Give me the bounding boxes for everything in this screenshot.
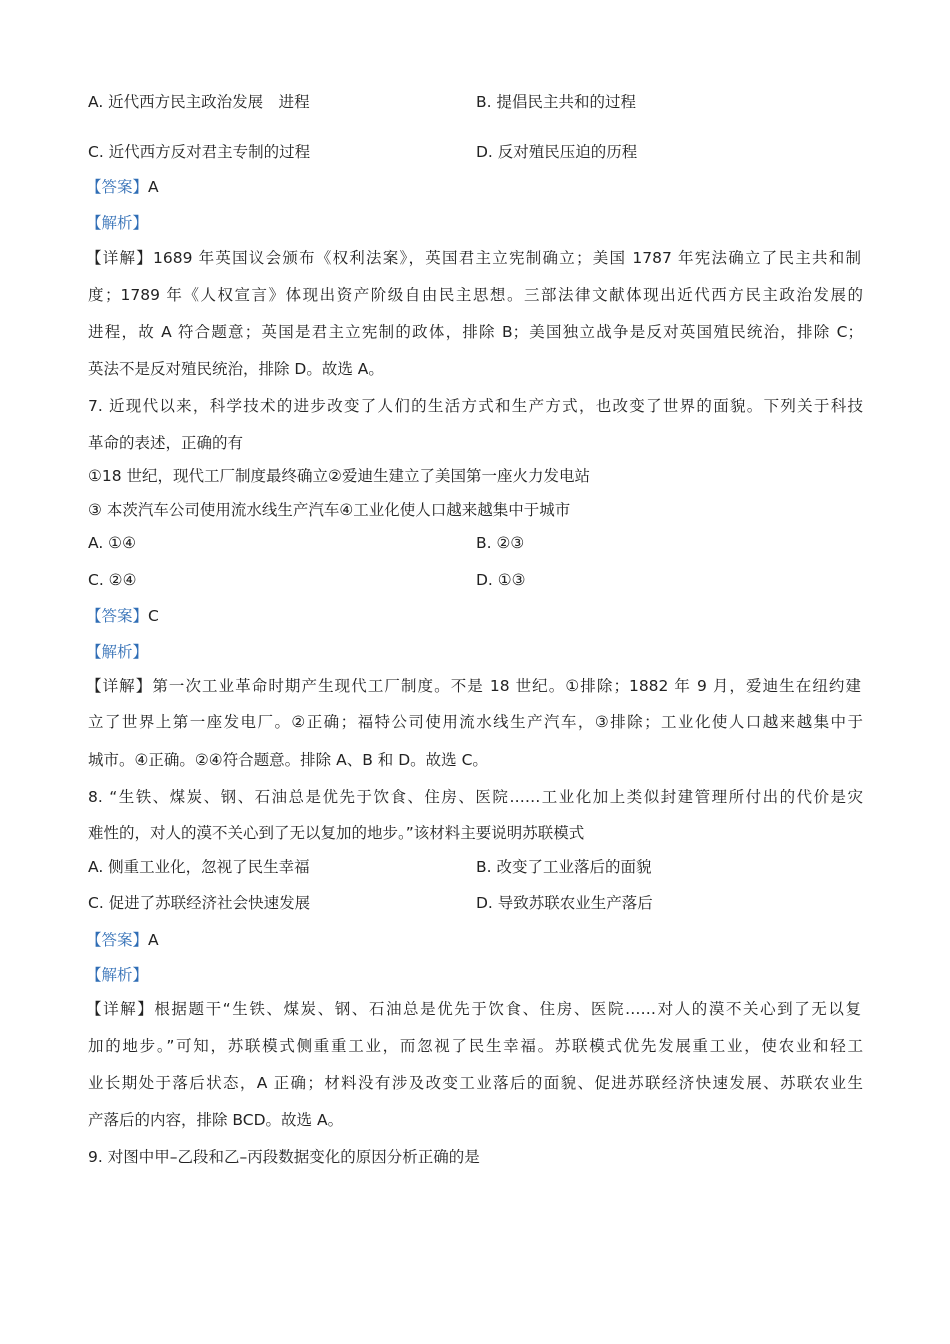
q6-detail-line-1: 【详解】1689 年英国议会颁布《权利法案》，英国君主立宪制确立；美国 1787 年宪法确立了民主共和制 bbox=[86, 249, 861, 267]
q7-detail-line-1: 【详解】第一次工业革命时期产生现代工厂制度。不是 18 世纪。①排除；1882 年 9 月，爱迪生在纽约建 bbox=[86, 677, 861, 695]
q7-option-b: B. ②③ bbox=[476, 534, 525, 552]
q6-option-b: B. 提倡民主共和的过程 bbox=[476, 93, 636, 111]
q6-detail-line-4: 英法不是反对殖民统治，排除 D。故选 A。 bbox=[88, 360, 384, 378]
q6-detail-line-2: 度；1789 年《人权宣言》体现出资产阶级自由民主思想。三部法律文献体现出近代西方民主政治发展的 bbox=[88, 286, 863, 304]
analysis-tag: 【解析】 bbox=[86, 966, 149, 984]
q8-stem-line-1: 8. “生铁、煤炭、钢、石油总是优先于饮食、住房、医院……工业化加上类似封建管理所付出的代价是灾 bbox=[88, 788, 863, 806]
q8-detail-line-4: 产落后的内容，排除 BCD。故选 A。 bbox=[88, 1111, 344, 1129]
q6-answer-row bbox=[86, 177, 159, 197]
q7-analysis-tag bbox=[86, 642, 148, 662]
q8-option-d: D. 导致苏联农业生产落后 bbox=[476, 894, 653, 912]
q8-detail-line-1: 【详解】根据题干“生铁、煤炭、钢、石油总是优先于饮食、住房、医院……对人的漠不关心到了无以复 bbox=[86, 1000, 861, 1018]
answer-tag: 【答案】 bbox=[86, 607, 149, 625]
analysis-tag: 【解析】 bbox=[86, 214, 149, 232]
detail-tag: 【详解】 bbox=[86, 677, 153, 695]
detail-tag: 【详解】 bbox=[86, 249, 153, 267]
q7-stem-line-2: 革命的表述，正确的有 bbox=[88, 434, 244, 452]
q8-detail-line-2: 加的地步。”可知，苏联模式侧重重工业，而忽视了民生幸福。苏联模式优先发展重工业，使农业和轻工 bbox=[88, 1037, 863, 1055]
answer-value: C bbox=[148, 607, 159, 625]
analysis-tag: 【解析】 bbox=[86, 643, 149, 661]
answer-tag: 【答案】 bbox=[86, 178, 149, 196]
q6-analysis-tag bbox=[86, 213, 148, 233]
q8-analysis-tag bbox=[86, 965, 148, 985]
q8-stem-line-2: 难性的，对人的漠不关心到了无以复加的地步。”该材料主要说明苏联模式 bbox=[88, 824, 585, 842]
q7-answer-row bbox=[86, 606, 159, 626]
q6-option-a: A. 近代西方民主政治发展 进程 bbox=[88, 93, 310, 111]
q7-option-d: D. ①③ bbox=[476, 571, 526, 589]
q8-option-a: A. 侧重工业化，忽视了民生幸福 bbox=[88, 858, 310, 876]
detail-tag: 【详解】 bbox=[86, 1000, 155, 1018]
q7-stem-line-1: 7. 近现代以来，科学技术的进步改变了人们的生活方式和生产方式，也改变了世界的面貌。下列关于科技 bbox=[88, 397, 863, 415]
q8-option-c: C. 促进了苏联经济社会快速发展 bbox=[88, 894, 311, 912]
q6-option-c: C. 近代西方反对君主专制的过程 bbox=[88, 143, 311, 161]
q7-items-line-2: ③ 本茨汽车公司使用流水线生产汽车④工业化使人口越来越集中于城市 bbox=[88, 501, 571, 519]
q7-detail-line-2: 立了世界上第一座发电厂。②正确；福特公司使用流水线生产汽车，③排除；工业化使人口越来越集中于 bbox=[88, 713, 863, 731]
answer-value: A bbox=[148, 931, 159, 949]
q7-detail-line-3: 城市。④正确。②④符合题意。排除 A、B 和 D。故选 C。 bbox=[88, 751, 488, 769]
q8-answer-row bbox=[86, 930, 159, 950]
q7-option-a: A. ①④ bbox=[88, 534, 136, 552]
answer-value: A bbox=[148, 178, 159, 196]
answer-tag: 【答案】 bbox=[86, 931, 149, 949]
q8-option-b: B. 改变了工业落后的面貌 bbox=[476, 858, 652, 876]
q8-detail-line-3: 业长期处于落后状态，A 正确；材料没有涉及改变工业落后的面貌、促进苏联经济快速发展、苏联农业生 bbox=[88, 1074, 863, 1092]
q7-items-line-1: ①18 世纪，现代工厂制度最终确立②爱迪生建立了美国第一座火力发电站 bbox=[88, 467, 590, 485]
q7-option-c: C. ②④ bbox=[88, 571, 137, 589]
q9-stem: 9. 对图中甲–乙段和乙–丙段数据变化的原因分析正确的是 bbox=[88, 1148, 480, 1166]
q6-detail-line-3: 进程，故 A 符合题意；英国是君主立宪制的政体，排除 B；美国独立战争是反对英国殖民统治，排除 C； bbox=[88, 323, 863, 341]
q6-option-d: D. 反对殖民压迫的历程 bbox=[476, 143, 638, 161]
